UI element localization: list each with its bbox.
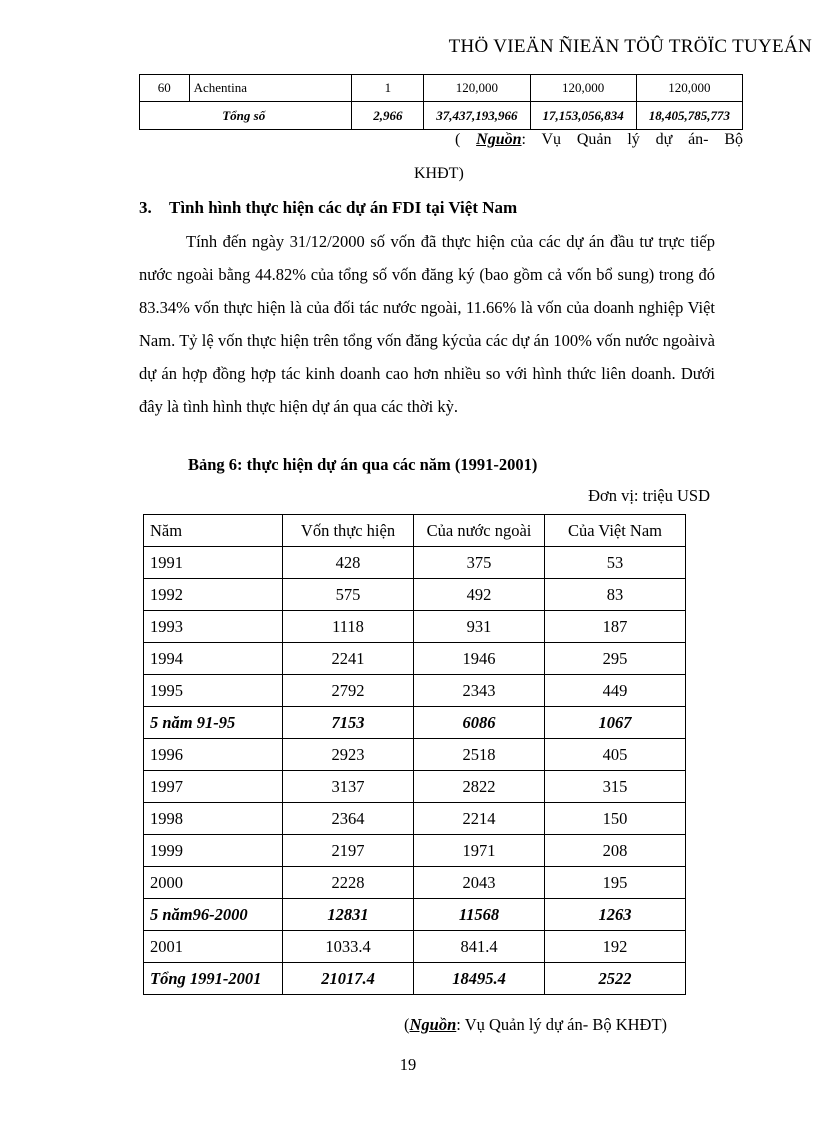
total-legal: 17,153,056,834 [530, 102, 636, 130]
header-year: Năm [144, 515, 283, 547]
foreign-cell: 841.4 [414, 931, 545, 963]
table-row [144, 739, 686, 771]
vietnam-cell: 83 [545, 579, 686, 611]
implemented-cell: 21017.4 [283, 963, 414, 995]
header-implemented: Vốn thực hiện [283, 515, 414, 547]
implemented-cell: 12831 [283, 899, 414, 931]
source-note-1-cont: KHĐT) [414, 165, 464, 182]
vietnam-cell: 295 [545, 643, 686, 675]
implemented-cell: 2241 [283, 643, 414, 675]
vietnam-cell: 208 [545, 835, 686, 867]
vietnam-cell: 192 [545, 931, 686, 963]
row-number: 60 [140, 75, 190, 102]
foreign-cell: 6086 [414, 707, 545, 739]
foreign-cell: 2043 [414, 867, 545, 899]
table-row [144, 803, 686, 835]
vietnam-cell: 2522 [545, 963, 686, 995]
section-number: 3. [139, 198, 152, 217]
vietnam-cell: 150 [545, 803, 686, 835]
section-heading [139, 198, 517, 218]
table-row [144, 643, 686, 675]
year-cell: 5 năm 91-95 [144, 707, 283, 739]
source-label: Nguồn [409, 1015, 457, 1034]
subtotal-row [144, 899, 686, 931]
capital-legal: 120,000 [530, 75, 636, 102]
capital-total: 120,000 [424, 75, 530, 102]
table-row [144, 867, 686, 899]
table-row [144, 547, 686, 579]
year-cell: 1999 [144, 835, 283, 867]
total-implemented: 18,405,785,773 [636, 102, 742, 130]
implementation-table [143, 514, 686, 995]
table-row [144, 931, 686, 963]
header-vietnam: Của Việt Nam [545, 515, 686, 547]
implemented-cell: 2228 [283, 867, 414, 899]
site-header-title: THÖ VIEÄN ÑIEÄN TÖÛ TRÖÏC TUYEÁN [448, 36, 812, 57]
vietnam-cell: 449 [545, 675, 686, 707]
table-row [144, 579, 686, 611]
vietnam-cell: 53 [545, 547, 686, 579]
implemented-cell: 1033.4 [283, 931, 414, 963]
year-cell: 1993 [144, 611, 283, 643]
foreign-cell: 1946 [414, 643, 545, 675]
implemented-cell: 428 [283, 547, 414, 579]
section-title: Tình hình thực hiện các dự án FDI tại Việt Nam [169, 198, 518, 217]
foreign-cell: 375 [414, 547, 545, 579]
country-name: Achentina [189, 75, 352, 102]
table-total-row [140, 102, 743, 130]
vietnam-cell: 195 [545, 867, 686, 899]
capital-implemented: 120,000 [636, 75, 742, 102]
year-cell: 1997 [144, 771, 283, 803]
grand-total-row [144, 963, 686, 995]
investment-partner-table [139, 74, 743, 130]
header-foreign: Của nước ngoài [414, 515, 545, 547]
table-row [144, 835, 686, 867]
total-projects: 2,966 [352, 102, 424, 130]
table-row [144, 611, 686, 643]
source-label: Nguồn [476, 131, 522, 148]
implemented-cell: 575 [283, 579, 414, 611]
total-label: Tổng số [140, 102, 352, 130]
page-number: 19 [399, 1055, 417, 1074]
implemented-cell: 1118 [283, 611, 414, 643]
foreign-cell: 11568 [414, 899, 545, 931]
implemented-cell: 2197 [283, 835, 414, 867]
unit-label: Đơn vị: triệu USD [588, 486, 710, 505]
total-capital: 37,437,193,966 [424, 102, 530, 130]
year-cell: 1998 [144, 803, 283, 835]
year-cell: 1995 [144, 675, 283, 707]
foreign-cell: 1971 [414, 835, 545, 867]
year-cell: 1991 [144, 547, 283, 579]
implemented-cell: 2364 [283, 803, 414, 835]
vietnam-cell: 1263 [545, 899, 686, 931]
subtotal-row [144, 707, 686, 739]
implemented-cell: 3137 [283, 771, 414, 803]
implemented-cell: 7153 [283, 707, 414, 739]
year-cell: 2001 [144, 931, 283, 963]
source-note-2: (Nguồn: Vụ Quản lý dự án- Bộ KHĐT) [404, 1015, 668, 1034]
year-cell: 2000 [144, 867, 283, 899]
foreign-cell: 2518 [414, 739, 545, 771]
foreign-cell: 2343 [414, 675, 545, 707]
foreign-cell: 931 [414, 611, 545, 643]
body-paragraph: Tính đến ngày 31/12/2000 số vốn đã thực hiện của các dự án đầu tư trực tiếp nước ngoài bằng 44.82% của tổng số vốn đăng ký (bao gồm cả vốn bổ sung) trong đó 83.34% vốn thực hiện là của đối tác nước ngoài, 11.66% là vốn của doanh nghiệp Việt Nam. Tỷ lệ vốn thực hiện trên tổng vốn đăng kýcủa các dự án 100% vốn nước ngoàivà dự án hợp đồng hợp tác kinh doanh cao hơn nhiều so với hình thức liên doanh. Dưới đây là tình hình thực hiện dự án qua các thời kỳ. [139, 232, 715, 416]
year-cell: 1992 [144, 579, 283, 611]
project-count: 1 [352, 75, 424, 102]
table-row [140, 75, 743, 102]
vietnam-cell: 405 [545, 739, 686, 771]
implemented-cell: 2792 [283, 675, 414, 707]
foreign-cell: 18495.4 [414, 963, 545, 995]
foreign-cell: 2214 [414, 803, 545, 835]
table-header-row [144, 515, 686, 547]
year-cell: Tổng 1991-2001 [144, 963, 283, 995]
year-cell: 1996 [144, 739, 283, 771]
year-cell: 5 năm96-2000 [144, 899, 283, 931]
implemented-cell: 2923 [283, 739, 414, 771]
year-cell: 1994 [144, 643, 283, 675]
vietnam-cell: 1067 [545, 707, 686, 739]
vietnam-cell: 315 [545, 771, 686, 803]
vietnam-cell: 187 [545, 611, 686, 643]
table-caption: Bảng 6: thực hiện dự án qua các năm (1991-2001) [188, 455, 538, 474]
table-row [144, 771, 686, 803]
table-row [144, 675, 686, 707]
source-note-1: ( Nguồn: Vụ Quản lý dự án- Bộ [455, 131, 744, 148]
foreign-cell: 492 [414, 579, 545, 611]
foreign-cell: 2822 [414, 771, 545, 803]
